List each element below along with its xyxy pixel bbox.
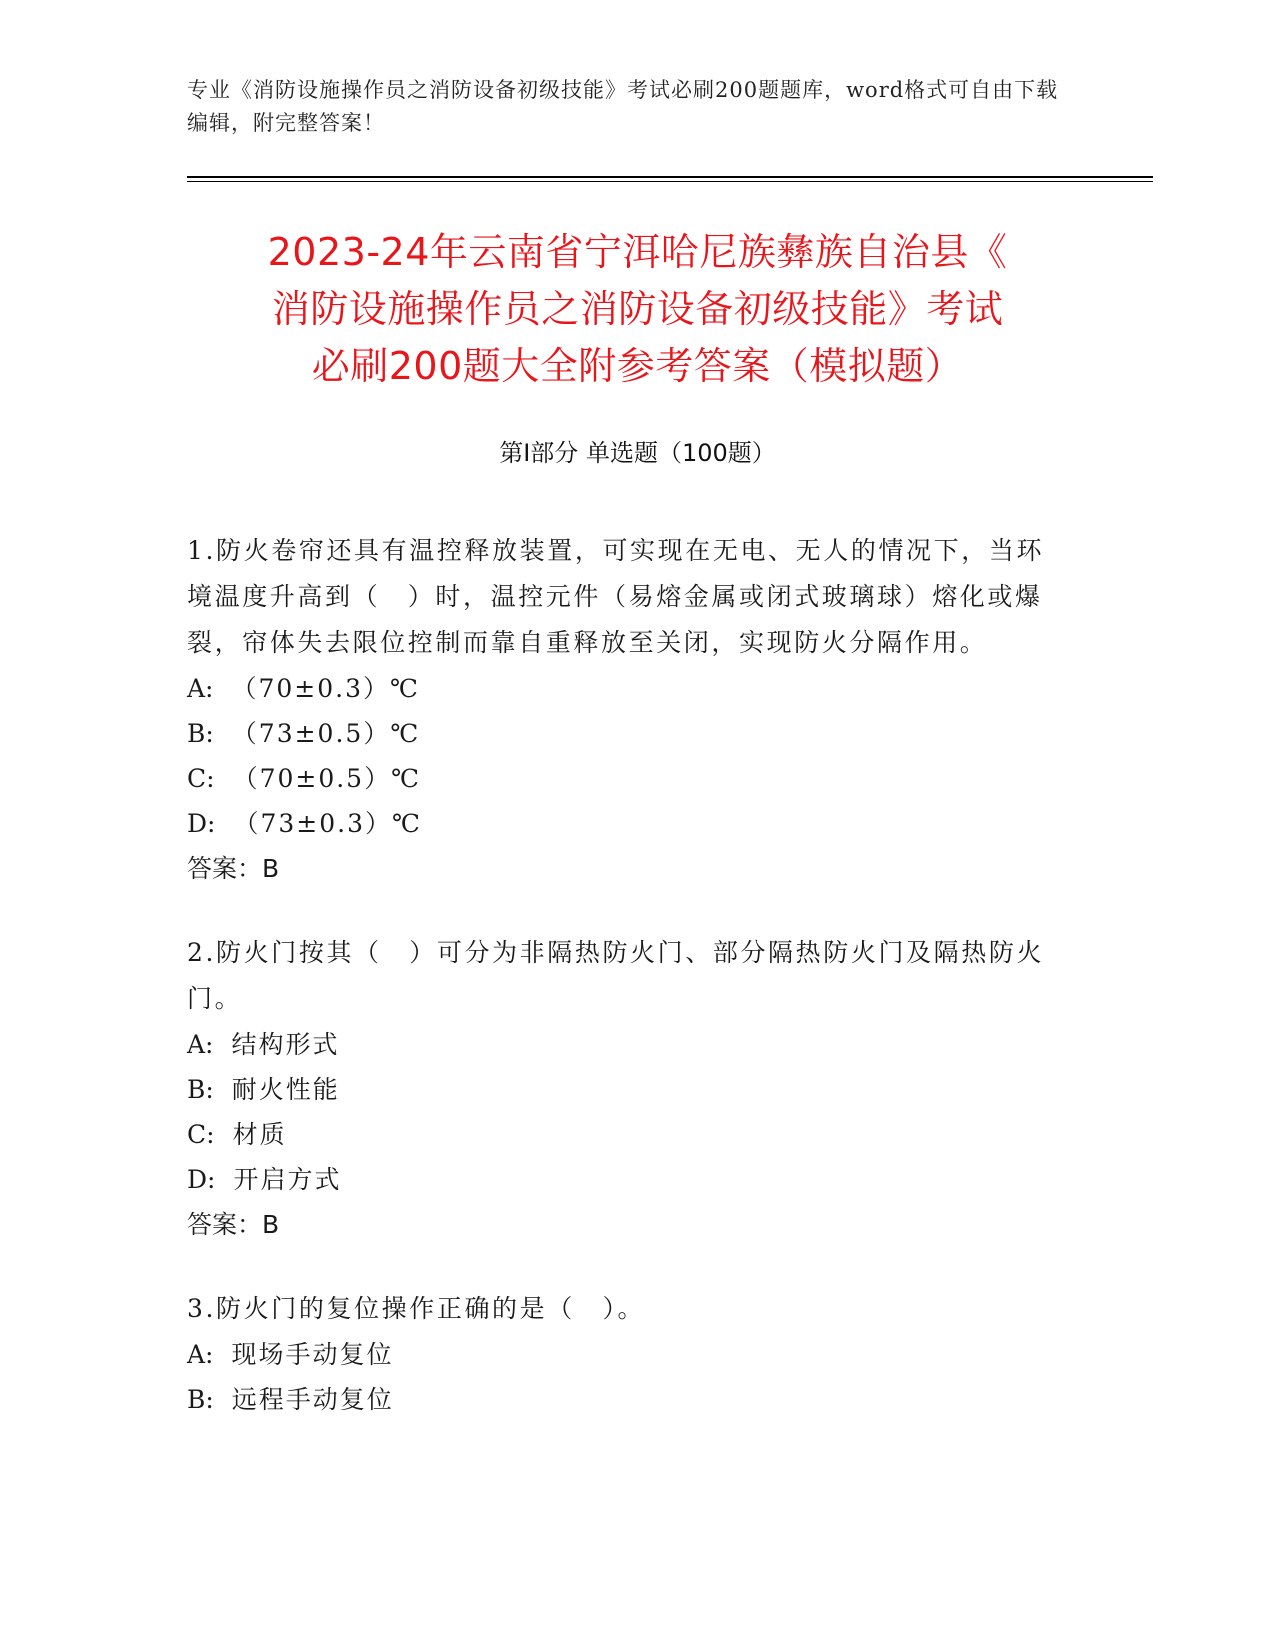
document-title [150, 224, 1125, 395]
question-option [187, 666, 1067, 711]
question-item [187, 1286, 1067, 1422]
option-text: 材质 [232, 1120, 287, 1149]
option-key: C: [187, 764, 215, 793]
section-title: 第Ⅰ部分 单选题（100题） [499, 439, 776, 467]
option-text: 耐火性能 [231, 1075, 340, 1104]
question-stem: 1.防火卷帘还具有温控释放装置，可实现在无电、无人的情况下，当环境温度升高到（ ）时，温控元件（易熔金属或闭式玻璃球）熔化或爆裂，帘体失去限位控制而靠自重释放至关闭，实现防火分隔作用。 [187, 536, 1045, 657]
question-option [187, 1377, 1067, 1422]
question-answer: 答案：B [187, 1210, 280, 1239]
option-key: D: [187, 809, 216, 838]
option-text: （70±0.5）℃ [232, 764, 422, 793]
question-list [187, 528, 1067, 1460]
question-option [187, 711, 1067, 756]
question-answer: 答案：B [187, 854, 280, 883]
option-key: A: [187, 674, 214, 703]
question-option [187, 1067, 1067, 1112]
option-text: （73±0.3）℃ [233, 809, 422, 838]
option-key: B: [187, 1385, 214, 1414]
question-stem: 3.防火门的复位操作正确的是（ ）。 [187, 1294, 646, 1323]
option-key: B: [187, 1075, 214, 1104]
question-stem: 2.防火门按其（ ）可分为非隔热防火门、部分隔热防火门及隔热防火门。 [187, 938, 1045, 1013]
question-option [187, 1022, 1067, 1067]
option-text: 远程手动复位 [231, 1385, 394, 1414]
question-option [187, 1112, 1067, 1157]
option-text: （73±0.5）℃ [231, 719, 421, 748]
header-divider-thin [187, 181, 1153, 182]
option-key: B: [187, 719, 214, 748]
option-key: A: [187, 1340, 214, 1369]
question-item [187, 528, 1067, 892]
option-text: 开启方式 [233, 1165, 342, 1194]
option-key: A: [187, 1030, 214, 1059]
document-title-line: 消防设施操作员之消防设备初级技能》考试 [271, 287, 1004, 331]
header-divider-thick [187, 176, 1153, 178]
question-option [187, 756, 1067, 801]
option-text: （70±0.3）℃ [231, 674, 420, 703]
option-text: 结构形式 [231, 1030, 340, 1059]
option-text: 现场手动复位 [231, 1340, 394, 1369]
document-title-line: 2023-24年云南省宁洱哈尼族彝族自治县《 [267, 230, 1008, 274]
question-option [187, 1157, 1067, 1202]
document-title-line: 必刷200题大全附参考答案（模拟题） [311, 344, 964, 388]
question-option [187, 801, 1067, 846]
option-key: C: [187, 1120, 215, 1149]
question-item [187, 930, 1067, 1248]
question-option [187, 1332, 1067, 1377]
option-key: D: [187, 1165, 216, 1194]
header-note: 专业《消防设施操作员之消防设备初级技能》考试必刷200题题库，word格式可自由下载编辑，附完整答案！ [187, 78, 1059, 135]
